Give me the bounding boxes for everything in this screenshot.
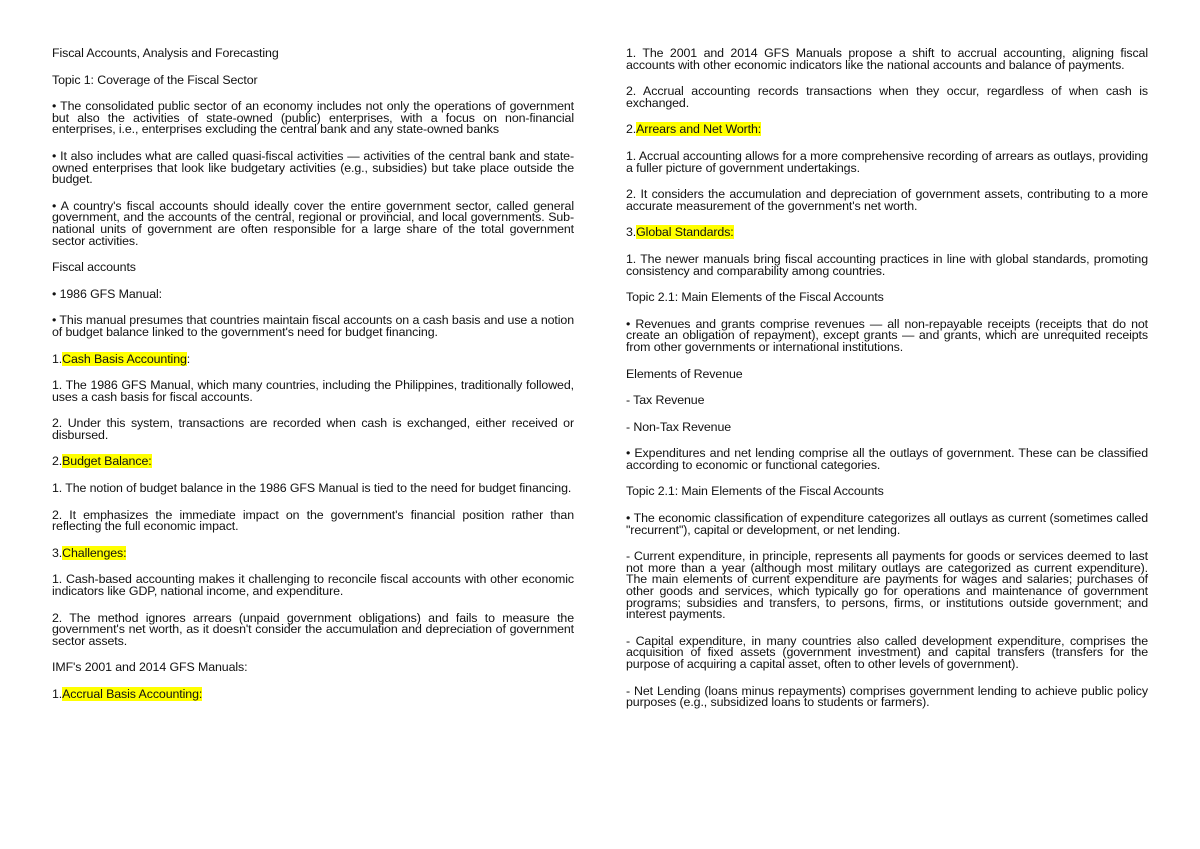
- highlighted-heading: Global Standards:: [636, 225, 734, 240]
- paragraph: - Non-Tax Revenue: [626, 419, 732, 434]
- paragraph: Topic 2.1: Main Elements of the Fiscal Accounts: [626, 484, 884, 499]
- section-heading: [52, 456, 574, 468]
- section-heading: [52, 545, 574, 560]
- paragraph: - Net Lending (loans minus repayments) comprises government lending to achieve public policy purposes (e.g., subsidized loans to students or farmers).: [626, 683, 1148, 710]
- paragraph: 1. Cash-based accounting makes it challenging to reconcile fiscal accounts with other economic indicators like GDP, national income, and expenditure.: [52, 572, 574, 599]
- heading-suffix: :: [186, 351, 191, 366]
- highlighted-heading: Arrears and Net Worth:: [636, 122, 762, 137]
- paragraph: Topic 1: Coverage of the Fiscal Sector: [52, 72, 258, 87]
- paragraph: 1. The newer manuals bring fiscal accounting practices in line with global standards, promoting consistency and comparability among countries.: [626, 251, 1148, 278]
- paragraph: • A country's fiscal accounts should ideally cover the entire government sector, called general government, and the accounts of the central, regional or provincial, and local governments. Sub-national units of government are often responsible for a large share of the total government sector activities.: [52, 198, 574, 248]
- paragraph: 1. Accrual accounting allows for a more comprehensive recording of arrears as outlays, providing a fuller picture of government undertakings.: [626, 148, 1148, 175]
- highlighted-heading: Cash Basis Accounting: [62, 351, 187, 366]
- heading-number: 1.: [52, 351, 63, 366]
- paragraph: 1. The 2001 and 2014 GFS Manuals propose a shift to accrual accounting, aligning fiscal accounts with other economic indicators like the national accounts and balance of payments.: [626, 46, 1148, 72]
- heading-number: 3.: [52, 545, 63, 560]
- paragraph: Elements of Revenue: [626, 366, 743, 381]
- highlighted-heading: Budget Balance:: [62, 454, 152, 469]
- paragraph: IMF's 2001 and 2014 GFS Manuals:: [52, 660, 248, 675]
- right-column: [626, 48, 1148, 724]
- paragraph: 2. Accrual accounting records transactions when they occur, regardless of when cash is exchanged.: [626, 84, 1148, 110]
- paragraph: • The consolidated public sector of an economy includes not only the operations of government but also the activities of state-owned (public) enterprises, with a focus on non-financial enterprises, i.e., enterprises excluding the central bank and any state-owned banks: [52, 99, 574, 137]
- section-heading: [52, 351, 574, 366]
- section-heading: [52, 689, 574, 701]
- heading-number: 3.: [626, 225, 637, 240]
- paragraph: 2. The method ignores arrears (unpaid government obligations) and fails to measure the government's net worth, as it doesn't consider the accumulation and depreciation of government sector assets.: [52, 610, 574, 648]
- paragraph: Fiscal accounts: [52, 260, 136, 275]
- heading-number: 2.: [52, 454, 63, 469]
- highlighted-heading: Challenges:: [62, 545, 127, 560]
- paragraph: 1. The notion of budget balance in the 1986 GFS Manual is tied to the need for budget financing.: [52, 481, 572, 496]
- paragraph: • The economic classification of expenditure categorizes all outlays as current (sometimes called "recurrent"), capital or development, or net lending.: [626, 511, 1148, 537]
- paragraph: - Current expenditure, in principle, represents all payments for goods or services deemed to last not more than a year (although most military outlays are categorized as current expenditure). The main elements of current expenditure are payments for wages and salaries; purchases of other goods and services, which typically go for operations and maintenance of government programs; subsidies and transfers, to persons, firms, or institutions outside government; and interest payments.: [626, 549, 1148, 622]
- paragraph: Topic 2.1: Main Elements of the Fiscal Accounts: [626, 290, 884, 305]
- paragraph: • It also includes what are called quasi-fiscal activities — activities of the central bank and state-owned enterprises that look like budgetary activities (e.g., subsidies) but take place outside the budget.: [52, 148, 574, 187]
- paragraph: 1. The 1986 GFS Manual, which many countries, including the Philippines, traditionally followed, uses a cash basis for fiscal accounts.: [52, 378, 574, 404]
- paragraph: - Capital expenditure, in many countries also called development expenditure, comprises the acquisition of fixed assets (government investment) and capital transfers (transfers for the purpose of acquiring a capital asset, often to other levels of government).: [626, 633, 1148, 671]
- paragraph: • 1986 GFS Manual:: [52, 286, 162, 301]
- paragraph: 2. It emphasizes the immediate impact on the government's financial position rather than reflecting the full economic impact.: [52, 507, 574, 534]
- paragraph: 2. It considers the accumulation and depreciation of government assets, contributing to a more accurate measurement of the government's net worth.: [626, 187, 1148, 213]
- paragraph: • Expenditures and net lending comprise all the outlays of government. These can be classified according to economic or functional categories.: [626, 446, 1148, 472]
- highlighted-heading: Accrual Basis Accounting:: [62, 687, 203, 701]
- paragraph: • This manual presumes that countries maintain fiscal accounts on a cash basis and use a notion of budget balance linked to the government's need for budget financing.: [52, 313, 574, 339]
- heading-number: 2.: [626, 122, 637, 137]
- paragraph: - Tax Revenue: [626, 393, 705, 408]
- paragraph: • Revenues and grants comprise revenues — all non-repayable receipts (receipts that do not create an obligation of repayment), except grants — and grants, which are unrequited receipts from other governments or international institutions.: [626, 316, 1148, 354]
- left-column: [52, 48, 574, 716]
- heading-number: 1.: [52, 687, 63, 701]
- paragraph: Fiscal Accounts, Analysis and Forecasting: [52, 46, 279, 60]
- section-heading: [626, 124, 1148, 136]
- paragraph: 2. Under this system, transactions are recorded when cash is exchanged, either received or disbursed.: [52, 416, 574, 442]
- section-heading: [626, 227, 1148, 239]
